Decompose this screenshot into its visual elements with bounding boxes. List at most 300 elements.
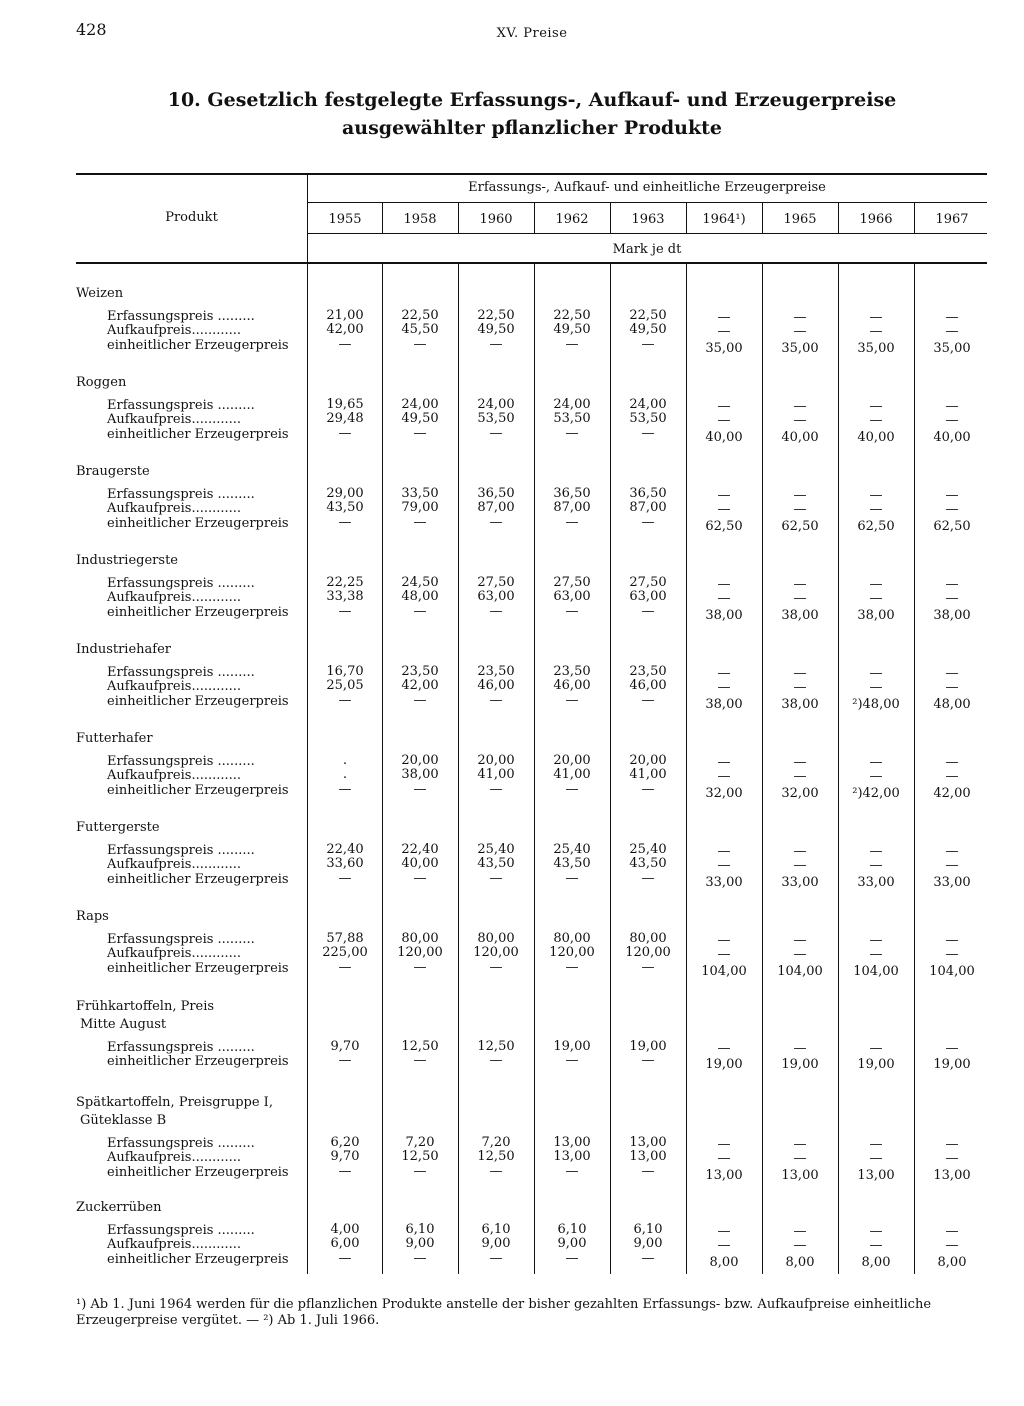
table-cell: —	[413, 336, 427, 352]
table-cell: 42,00	[326, 322, 364, 338]
table-cell: 19,00	[857, 1057, 895, 1073]
table-cell: 40,00	[933, 429, 971, 445]
table-cell: —	[338, 1053, 352, 1069]
table-cell: 19,65	[326, 397, 364, 412]
table-cell: .	[342, 753, 348, 768]
table-cell: —	[793, 324, 807, 340]
table-cell: 12,50	[401, 1039, 439, 1054]
table-title-line-2: ausgewählter pflanzlicher Produkte	[341, 117, 723, 139]
table-cell: —	[489, 1163, 503, 1179]
table-cell: —	[793, 769, 807, 785]
table-cell: 38,00	[781, 696, 819, 712]
table-cell: 27,50	[477, 575, 515, 590]
table-cell: 6,10	[557, 1222, 587, 1237]
table-cell: —	[945, 399, 959, 414]
table-cell: —	[489, 692, 503, 708]
price-type-label: einheitlicher Erzeugerpreis	[107, 1164, 289, 1180]
table-cell: 38,00	[933, 607, 971, 623]
table-cell: —	[413, 1163, 427, 1179]
table-cell: 32,00	[781, 785, 819, 801]
table-cell: 79,00	[401, 500, 439, 516]
group-header: Erfassungs-, Aufkauf- und einheitliche Erzeugerpreise	[468, 180, 826, 195]
table-cell: —	[945, 769, 959, 785]
table-cell: 41,00	[477, 767, 515, 783]
table-cell: —	[869, 755, 883, 770]
table-cell: 43,50	[326, 500, 364, 516]
product-name: Frühkartoffeln, Preis	[76, 999, 215, 1014]
table-cell: 27,50	[553, 575, 591, 590]
table-cell: 87,00	[553, 500, 591, 516]
price-type-label: Aufkaufpreis............	[107, 946, 242, 962]
table-cell: 13,00	[629, 1149, 667, 1165]
table-cell: 104,00	[701, 963, 747, 979]
table-cell: —	[869, 310, 883, 325]
table-cell: —	[793, 844, 807, 859]
table-cell: 38,00	[705, 607, 743, 623]
table-cell: 33,00	[781, 874, 819, 890]
table-cell: —	[641, 1053, 655, 1069]
table-cell: —	[338, 959, 352, 975]
table-cell: —	[945, 310, 959, 325]
table-cell: —	[413, 781, 427, 797]
table-cell: 8,00	[709, 1254, 739, 1270]
table-cell: —	[945, 755, 959, 770]
table-cell: 13,00	[857, 1167, 895, 1183]
year-header-rule	[307, 233, 987, 234]
table-cell: —	[869, 488, 883, 503]
table-cell: 13,00	[933, 1167, 971, 1183]
table-cell: —	[945, 1137, 959, 1152]
table-cell: —	[945, 502, 959, 518]
table-cell: —	[338, 870, 352, 886]
table-cell: 19,00	[933, 1057, 971, 1073]
table-cell: 120,00	[397, 945, 443, 961]
table-cell: —	[945, 1238, 959, 1254]
table-cell: 8,00	[785, 1254, 815, 1270]
table-cell: 104,00	[929, 963, 975, 979]
table-cell: —	[793, 755, 807, 770]
table-cell: 22,25	[326, 575, 364, 590]
table-cell: —	[717, 591, 731, 607]
table-cell: 23,50	[477, 664, 515, 679]
price-type-label: einheitlicher Erzeugerpreis	[107, 960, 289, 976]
table-cell: 38,00	[401, 767, 439, 783]
table-cell: 35,00	[705, 340, 743, 356]
year-header-separator	[686, 203, 687, 233]
table-cell: 40,00	[857, 429, 895, 445]
table-cell: 6,10	[405, 1222, 435, 1237]
table-cell: 13,00	[553, 1135, 591, 1150]
running-head: XV. Preise	[496, 26, 568, 41]
table-cell: 24,00	[477, 397, 515, 412]
table-cell: —	[641, 870, 655, 886]
table-top-rule	[76, 173, 987, 175]
table-cell: 80,00	[401, 931, 439, 946]
table-cell: —	[338, 336, 352, 352]
table-cell: —	[338, 603, 352, 619]
price-type-label: Aufkaufpreis............	[107, 1237, 242, 1253]
table-cell: 80,00	[629, 931, 667, 946]
year-header-separator	[762, 203, 763, 233]
table-cell: —	[793, 933, 807, 948]
table-cell: 22,50	[553, 308, 591, 323]
table-cell: —	[869, 502, 883, 518]
table-cell: 225,00	[322, 945, 368, 961]
table-cell: —	[793, 1151, 807, 1167]
table-cell: 33,38	[326, 589, 364, 605]
table-cell: 36,50	[477, 486, 515, 501]
table-cell: —	[793, 858, 807, 874]
price-type-label: einheitlicher Erzeugerpreis	[107, 426, 289, 442]
table-cell: —	[413, 870, 427, 886]
table-cell: —	[565, 603, 579, 619]
product-name: Braugerste	[76, 464, 150, 479]
table-cell: —	[717, 947, 731, 963]
table-cell: —	[565, 870, 579, 886]
table-cell: 22,50	[477, 308, 515, 323]
table-cell: 48,00	[933, 696, 971, 712]
table-cell: 22,50	[629, 308, 667, 323]
table-cell: 9,70	[330, 1039, 360, 1054]
table-cell: 24,00	[629, 397, 667, 412]
table-cell: 25,40	[477, 842, 515, 857]
table-cell: —	[869, 680, 883, 696]
table-cell: 35,00	[933, 340, 971, 356]
year-header: 1955	[328, 212, 362, 227]
table-cell: 8,00	[861, 1254, 891, 1270]
table-cell: 104,00	[777, 963, 823, 979]
table-cell: .	[342, 767, 348, 783]
price-type-label: Erfassungspreis .........	[107, 309, 255, 324]
table-cell: 25,40	[553, 842, 591, 857]
table-cell: —	[869, 947, 883, 963]
table-cell: 33,00	[857, 874, 895, 890]
table-cell: —	[793, 1041, 807, 1056]
table-cell: —	[869, 577, 883, 592]
year-header-separator	[534, 203, 535, 233]
table-cell: —	[338, 514, 352, 530]
table-cell: —	[869, 1137, 883, 1152]
table-cell: 46,00	[553, 678, 591, 694]
price-type-label: einheitlicher Erzeugerpreis	[107, 515, 289, 531]
table-cell: —	[489, 514, 503, 530]
table-cell: —	[565, 692, 579, 708]
table-cell: —	[869, 1224, 883, 1239]
table-cell: —	[641, 336, 655, 352]
table-cell: —	[717, 324, 731, 340]
table-cell: 12,50	[477, 1039, 515, 1054]
table-cell: 13,00	[781, 1167, 819, 1183]
table-cell: —	[945, 666, 959, 681]
table-cell: 46,00	[629, 678, 667, 694]
table-cell: 12,50	[401, 1149, 439, 1165]
table-cell: —	[565, 781, 579, 797]
table-cell: 36,50	[553, 486, 591, 501]
table-cell: —	[945, 947, 959, 963]
product-name: Industriegerste	[76, 553, 178, 568]
table-cell: 53,50	[629, 411, 667, 427]
table-cell: —	[869, 1151, 883, 1167]
table-cell: 38,00	[705, 696, 743, 712]
table-cell: 19,00	[629, 1039, 667, 1054]
product-name: Mitte August	[80, 1017, 167, 1032]
year-header: 1964¹)	[702, 212, 746, 227]
product-name: Raps	[76, 909, 109, 924]
footnote-line-1: ¹) Ab 1. Juni 1964 werden für die pflanzlichen Produkte anstelle der bisher gezahlten Erfassungs- bzw. Aufkaufpreise einheitliche	[76, 1297, 932, 1312]
table-cell: 45,50	[401, 322, 439, 338]
table-cell: —	[641, 1250, 655, 1266]
table-cell: 49,50	[477, 322, 515, 338]
table-cell: 35,00	[857, 340, 895, 356]
table-cell: —	[489, 870, 503, 886]
table-cell: 120,00	[549, 945, 595, 961]
table-cell: —	[945, 844, 959, 859]
price-type-label: Aufkaufpreis............	[107, 590, 242, 606]
price-type-label: Erfassungspreis .........	[107, 576, 255, 591]
header-bottom-rule	[76, 262, 987, 264]
price-type-label: Aufkaufpreis............	[107, 323, 242, 339]
year-header: 1963	[631, 212, 665, 227]
table-cell: 19,00	[705, 1057, 743, 1073]
price-type-label: einheitlicher Erzeugerpreis	[107, 604, 289, 620]
table-cell: —	[945, 680, 959, 696]
table-cell: 7,20	[481, 1135, 511, 1150]
table-cell: —	[717, 769, 731, 785]
table-cell: —	[945, 413, 959, 429]
table-cell: —	[413, 1053, 427, 1069]
table-cell: —	[945, 591, 959, 607]
year-header: 1965	[783, 212, 817, 227]
year-header: 1960	[479, 212, 513, 227]
table-cell: —	[565, 336, 579, 352]
table-cell: 62,50	[781, 518, 819, 534]
price-type-label: Aufkaufpreis............	[107, 412, 242, 428]
table-cell: —	[793, 413, 807, 429]
product-name: Roggen	[76, 375, 127, 390]
table-cell: 120,00	[473, 945, 519, 961]
table-cell: —	[489, 336, 503, 352]
product-name: Futterhafer	[76, 731, 153, 746]
product-name: Spätkartoffeln, Preisgruppe I,	[76, 1095, 273, 1110]
table-cell: 20,00	[553, 753, 591, 768]
year-header-separator	[914, 203, 915, 233]
table-cell: —	[565, 1053, 579, 1069]
table-cell: —	[338, 425, 352, 441]
table-cell: —	[945, 1151, 959, 1167]
year-header-separator	[458, 203, 459, 233]
table-cell: 63,00	[553, 589, 591, 605]
table-cell: 6,20	[330, 1135, 360, 1150]
table-cell: —	[717, 666, 731, 681]
table-cell: —	[945, 933, 959, 948]
table-cell: —	[793, 680, 807, 696]
page-number: 428	[76, 20, 107, 39]
year-header: 1967	[935, 212, 969, 227]
table-cell: 80,00	[477, 931, 515, 946]
table-cell: 63,00	[629, 589, 667, 605]
year-header-separator	[382, 203, 383, 233]
table-cell: 9,70	[330, 1149, 360, 1165]
table-cell: 4,00	[330, 1222, 360, 1237]
table-cell: —	[793, 502, 807, 518]
table-cell: 8,00	[937, 1254, 967, 1270]
table-cell: 32,00	[705, 785, 743, 801]
price-type-label: Aufkaufpreis............	[107, 857, 242, 873]
table-cell: 22,40	[326, 842, 364, 857]
table-cell: —	[565, 425, 579, 441]
price-type-label: Erfassungspreis .........	[107, 754, 255, 769]
table-cell: 40,00	[781, 429, 819, 445]
table-cell: 33,60	[326, 856, 364, 872]
table-cell: 29,48	[326, 411, 364, 427]
table-cell: —	[793, 666, 807, 681]
table-cell: —	[338, 1163, 352, 1179]
table-cell: —	[945, 324, 959, 340]
table-cell: —	[717, 1137, 731, 1152]
table-cell: —	[489, 781, 503, 797]
price-type-label: einheitlicher Erzeugerpreis	[107, 1251, 289, 1267]
table-cell: —	[717, 413, 731, 429]
table-cell: 62,50	[933, 518, 971, 534]
table-cell: 43,50	[629, 856, 667, 872]
table-cell: 29,00	[326, 486, 364, 501]
table-cell: —	[869, 591, 883, 607]
table-cell: —	[717, 680, 731, 696]
table-cell: 38,00	[857, 607, 895, 623]
table-cell: ²)48,00	[852, 696, 900, 712]
table-cell: —	[793, 591, 807, 607]
table-cell: —	[869, 413, 883, 429]
table-cell: 46,00	[477, 678, 515, 694]
stub-header: Produkt	[165, 210, 218, 225]
price-type-label: einheitlicher Erzeugerpreis	[107, 871, 289, 887]
price-type-label: Aufkaufpreis............	[107, 768, 242, 784]
table-cell: 23,50	[553, 664, 591, 679]
table-cell: —	[413, 514, 427, 530]
table-cell: 22,50	[401, 308, 439, 323]
table-cell: —	[413, 692, 427, 708]
year-header-separator	[610, 203, 611, 233]
table-cell: 104,00	[853, 963, 899, 979]
table-cell: —	[413, 1250, 427, 1266]
table-cell: —	[565, 1250, 579, 1266]
table-cell: 33,00	[933, 874, 971, 890]
table-cell: 13,00	[629, 1135, 667, 1150]
table-cell: 36,50	[629, 486, 667, 501]
table-cell: 13,00	[553, 1149, 591, 1165]
table-cell: —	[869, 769, 883, 785]
table-cell: —	[641, 514, 655, 530]
table-cell: —	[793, 1238, 807, 1254]
table-cell: ²)42,00	[852, 785, 900, 801]
table-cell: 9,00	[633, 1236, 663, 1252]
table-cell: —	[338, 1250, 352, 1266]
table-cell: 41,00	[629, 767, 667, 783]
price-type-label: Aufkaufpreis............	[107, 501, 242, 517]
table-cell: —	[717, 933, 731, 948]
table-cell: 6,00	[330, 1236, 360, 1252]
table-cell: 22,40	[401, 842, 439, 857]
table-cell: —	[717, 577, 731, 592]
table-cell: —	[717, 844, 731, 859]
price-type-label: Erfassungspreis .........	[107, 1040, 255, 1055]
product-name: Industriehafer	[76, 642, 172, 657]
table-cell: —	[869, 1041, 883, 1056]
group-header-rule	[307, 202, 987, 203]
table-cell: 23,50	[401, 664, 439, 679]
table-cell: —	[641, 692, 655, 708]
table-cell: 9,00	[481, 1236, 511, 1252]
table-cell: 20,00	[477, 753, 515, 768]
table-cell: 87,00	[629, 500, 667, 516]
year-header: 1958	[403, 212, 437, 227]
table-cell: —	[641, 603, 655, 619]
product-name: Zuckerrüben	[76, 1200, 162, 1215]
table-cell: —	[869, 324, 883, 340]
table-cell: 20,00	[629, 753, 667, 768]
table-cell: 20,00	[401, 753, 439, 768]
table-cell: 33,00	[705, 874, 743, 890]
table-cell: —	[717, 310, 731, 325]
footnote-line-2: Erzeugerpreise vergütet. — ²) Ab 1. Juli 1966.	[76, 1313, 380, 1328]
price-type-label: einheitlicher Erzeugerpreis	[107, 1054, 289, 1070]
table-cell: 43,50	[553, 856, 591, 872]
table-cell: —	[489, 1053, 503, 1069]
table-cell: —	[489, 603, 503, 619]
price-type-label: Aufkaufpreis............	[107, 679, 242, 695]
table-cell: —	[717, 502, 731, 518]
table-cell: —	[338, 781, 352, 797]
table-title-line-1: 10. Gesetzlich festgelegte Erfassungs-, Aufkauf- und Erzeugerpreise	[167, 89, 897, 111]
table-cell: 42,00	[401, 678, 439, 694]
table-cell: 49,50	[401, 411, 439, 427]
table-cell: —	[717, 858, 731, 874]
table-cell: 13,00	[705, 1167, 743, 1183]
product-name: Güteklasse B	[80, 1113, 167, 1128]
table-cell: 9,00	[405, 1236, 435, 1252]
table-cell: 49,50	[553, 322, 591, 338]
table-cell: 40,00	[705, 429, 743, 445]
year-header: 1962	[555, 212, 589, 227]
table-cell: 49,50	[629, 322, 667, 338]
price-type-label: Erfassungspreis .........	[107, 398, 255, 413]
table-cell: —	[793, 577, 807, 592]
table-cell: —	[793, 947, 807, 963]
table-cell: 80,00	[553, 931, 591, 946]
table-cell: —	[565, 959, 579, 975]
price-type-label: Erfassungspreis .........	[107, 665, 255, 680]
table-cell: —	[793, 488, 807, 503]
price-type-label: Erfassungspreis .........	[107, 1136, 255, 1151]
table-cell: —	[869, 1238, 883, 1254]
table-cell: 24,00	[401, 397, 439, 412]
table-cell: 87,00	[477, 500, 515, 516]
table-cell: —	[793, 399, 807, 414]
table-cell: —	[338, 692, 352, 708]
table-cell: —	[945, 1041, 959, 1056]
table-cell: 25,05	[326, 678, 364, 694]
table-cell: 6,10	[481, 1222, 511, 1237]
table-cell: —	[869, 666, 883, 681]
table-cell: 12,50	[477, 1149, 515, 1165]
table-cell: 6,10	[633, 1222, 663, 1237]
table-cell: —	[869, 399, 883, 414]
table-cell: 40,00	[401, 856, 439, 872]
table-cell: 62,50	[705, 518, 743, 534]
price-type-label: einheitlicher Erzeugerpreis	[107, 693, 289, 709]
table-cell: 63,00	[477, 589, 515, 605]
table-cell: 16,70	[326, 664, 364, 679]
